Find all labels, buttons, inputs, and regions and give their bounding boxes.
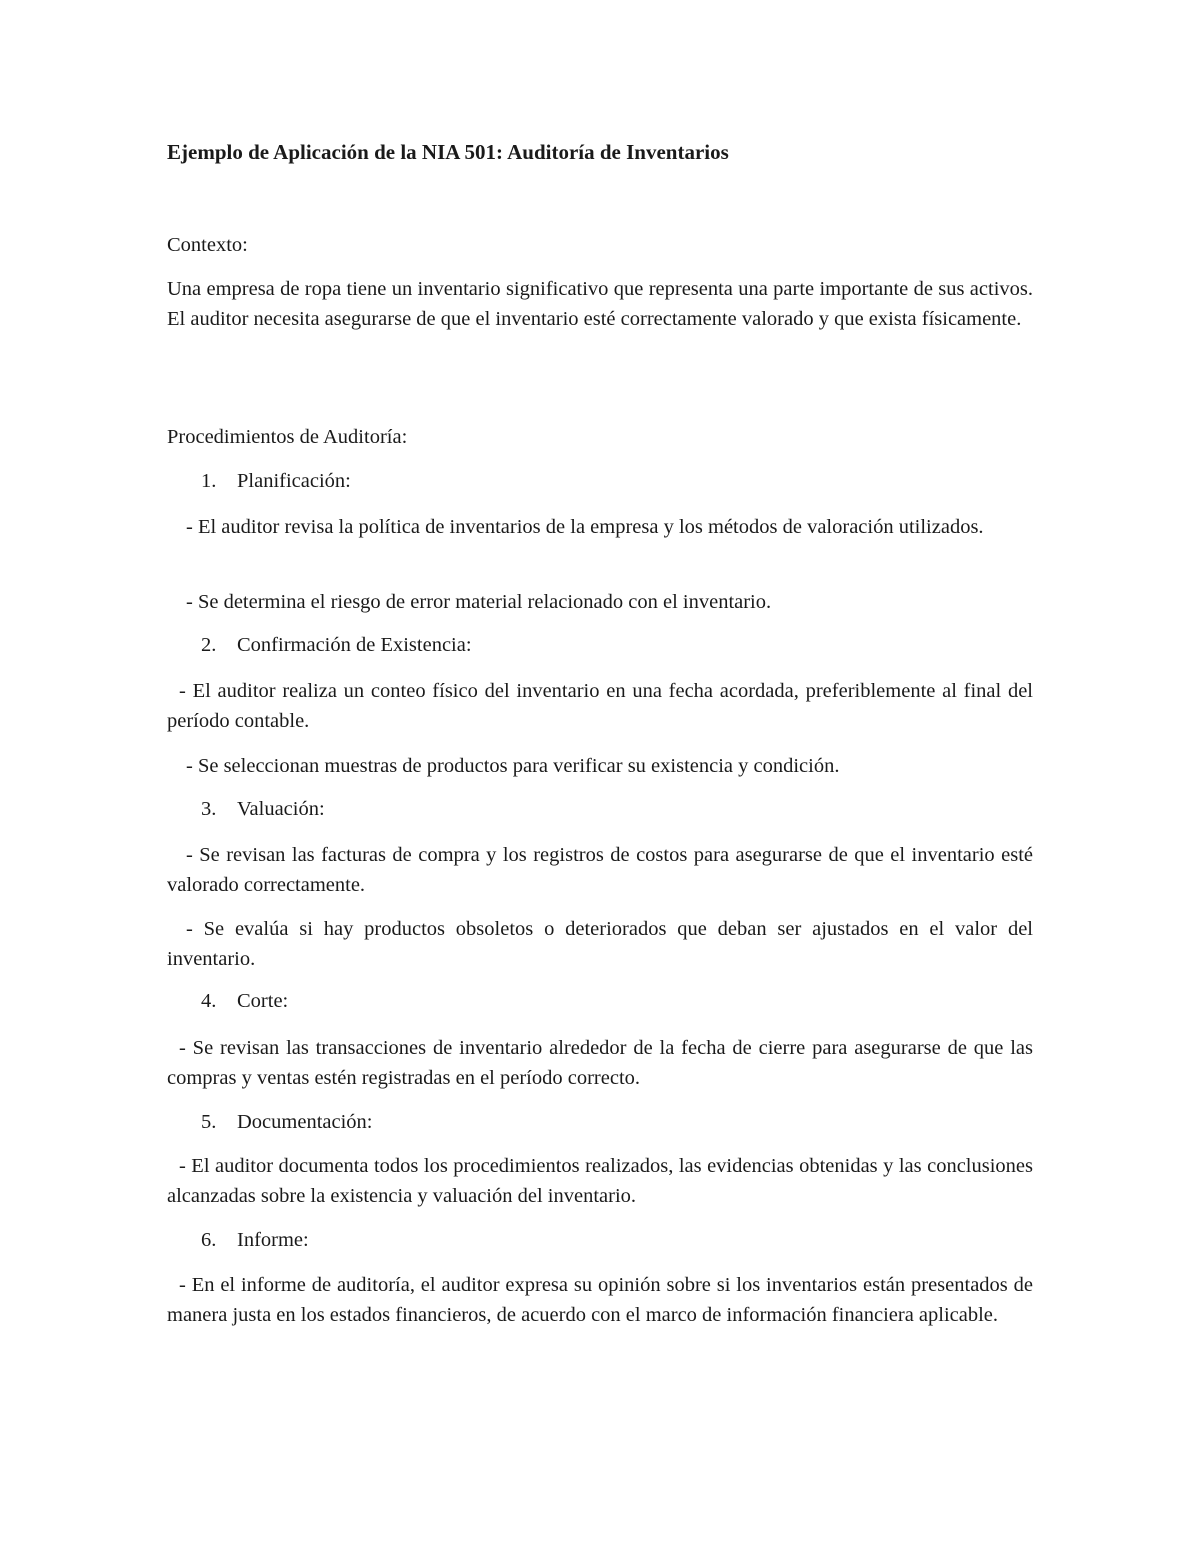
procedures-heading: Procedimientos de Auditoría:: [167, 426, 408, 448]
step-4-bullet-1: - Se revisan las transacciones de inventario alrededor de la fecha de cierre para asegurarse de que las compras y ventas estén registradas en el período correcto.: [167, 1037, 1033, 1089]
step-4-heading: [201, 986, 288, 1016]
step-number: 6.: [201, 1229, 217, 1251]
step-number: 2.: [201, 634, 217, 656]
step-6-heading: [201, 1225, 309, 1255]
step-1-bullet-2: - Se determina el riesgo de error material relacionado con el inventario.: [186, 591, 772, 613]
step-label: Corte:: [237, 990, 289, 1012]
step-3-bullet-2: - Se evalúa si hay productos obsoletos o deteriorados que deban ser ajustados en el valor del inventario.: [167, 918, 1033, 970]
step-3-heading: [201, 794, 325, 824]
step-label: Valuación:: [237, 798, 325, 820]
step-label: Informe:: [237, 1229, 309, 1251]
step-3-bullet-1: - Se revisan las facturas de compra y los registros de costos para asegurarse de que el inventario esté valorado correctamente.: [167, 844, 1033, 896]
step-number: 5.: [201, 1111, 217, 1133]
context-paragraph: Una empresa de ropa tiene un inventario significativo que representa una parte importante de sus activos. El auditor necesita asegurarse de que el inventario esté correctamente valorado y que exista físicamente.: [167, 278, 1033, 330]
step-5-heading: [201, 1107, 372, 1137]
step-number: 4.: [201, 990, 217, 1012]
step-6-bullet-1: - En el informe de auditoría, el auditor expresa su opinión sobre si los inventarios están presentados de manera justa en los estados financieros, de acuerdo con el marco de información financiera aplicable.: [167, 1274, 1033, 1326]
step-label: Confirmación de Existencia:: [237, 634, 472, 656]
context-heading: Contexto:: [167, 234, 248, 256]
step-number: 1.: [201, 470, 217, 492]
step-label: Documentación:: [237, 1111, 373, 1133]
step-2-bullet-1: - El auditor realiza un conteo físico del inventario en una fecha acordada, preferiblemente al final del período contable.: [167, 680, 1033, 732]
document-title: Ejemplo de Aplicación de la NIA 501: Auditoría de Inventarios: [167, 140, 729, 164]
step-2-heading: [201, 630, 472, 660]
step-2-bullet-2: - Se seleccionan muestras de productos para verificar su existencia y condición.: [186, 755, 840, 777]
step-1-bullet-1: - El auditor revisa la política de inventarios de la empresa y los métodos de valoración utilizados.: [186, 516, 984, 538]
step-1-heading: [201, 466, 351, 496]
step-label: Planificación:: [237, 470, 351, 492]
step-number: 3.: [201, 798, 217, 820]
step-5-bullet-1: - El auditor documenta todos los procedimientos realizados, las evidencias obtenidas y las conclusiones alcanzadas sobre la existencia y valuación del inventario.: [167, 1155, 1033, 1207]
